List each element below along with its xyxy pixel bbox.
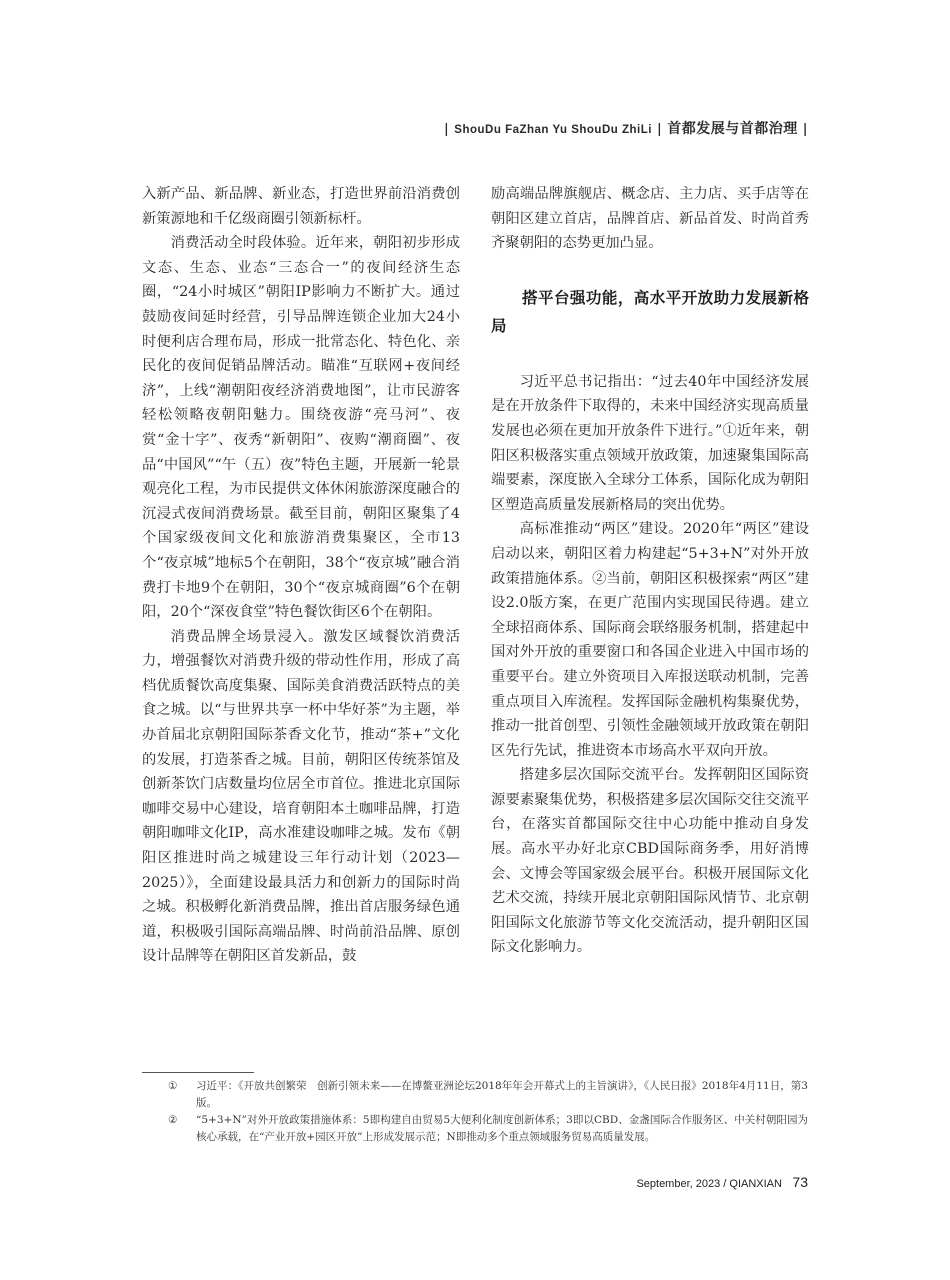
right-column: [491, 182, 809, 960]
header-separator: |: [444, 122, 450, 137]
body-paragraph: 搭建多层次国际交流平台。发挥朝阳区国际资源要素聚集优势，积极搭建多层次国际交往交流平台，在落实首都国际交往中心功能中推动自身发展。高水平办好北京CBD国际商务季，用好消博会、文博会等国家级会展平台。积极开展国际文化艺术交流，持续开展北京朝阳国际风情节、北京朝阳国际文化旅游节等文化交流活动，提升朝阳区国际文化影响力。: [491, 767, 809, 956]
body-paragraph: 励高端品牌旗舰店、概念店、主力店、买手店等在朝阳区建立首店，品牌首店、新品首发、时尚首秀齐聚朝阳的态势更加凸显。: [491, 186, 809, 252]
body-paragraph: 习近平总书记指出：“过去40年中国经济发展是在开放条件下取得的，未来中国经济实现高质量发展也必须在更加开放条件下进行。”①近年来，朝阳区积极落实重点领域开放政策，加速聚集国际高端要素，深度嵌入全球分工体系，国际化成为朝阳区塑造高质量发展新格局的突出优势。: [491, 373, 809, 513]
header-separator: |: [802, 122, 808, 137]
footnote-text: “5+3+N”对外开放政策措施体系：5即构建自由贸易5大便利化制度创新体系；3即以CBD、金盏国际合作服务区、中关村朝阳园为核心承载，在“产业开放+园区开放”上形成发展示范；N即推动多个重点领域服务贸易高质量发展。: [196, 1114, 808, 1143]
page-number: 73: [792, 1174, 808, 1190]
body-paragraph: 消费活动全时段体验。近年来，朝阳初步形成文态、生态、业态“三态合一”的夜间经济生态圈，“24小时城区”朝阳IP影响力不断扩大。通过鼓励夜间延时经营，引导品牌连锁企业加大24小时便利店合理布局，形成一批常态化、特色化、亲民化的夜间促销品牌活动。瞄准“互联网+夜间经济”，上线“潮朝阳夜经济消费地图”，让市民游客轻松领略夜朝阳魅力。围绕夜游“亮马河”、夜赏“金十字”、夜秀“新朝阳”、夜购“潮商圈”、夜品“中国风”“午（五）夜”特色主题，开展新一轮景观亮化工程，为市民提供文体休闲旅游深度融合的沉浸式夜间消费场景。截至目前，朝阳区聚集了4个国家级夜间文化和旅游消费集聚区，全市13个“夜京城”地标5个在朝阳，38个“夜京城”融合消费打卡地9个在朝阳，30个“夜京城商圈”6个在朝阳，20个“深夜食堂”特色餐饮街区6个在朝阳。: [142, 235, 460, 621]
section-heading: 搭平台强功能，高水平开放助力发展新格局: [491, 288, 809, 335]
header-separator: |: [656, 122, 663, 137]
left-column: [142, 182, 460, 969]
body-paragraph: 消费品牌全场景浸入。激发区域餐饮消费活力，增强餐饮对消费升级的带动性作用，形成了高档优质餐饮高度集聚、国际美食消费活跃特点的美食之城。以“与世界共享一杯中华好茶”为主题，举办首届北京朝阳国际茶香文化节，推动“茶+”文化的发展，打造茶香之城。目前，朝阳区传统茶馆及创新茶饮门店数量均位居全市首位。推进北京国际咖啡交易中心建设，培育朝阳本土咖啡品牌，打造朝阳咖啡文化IP，高水准建设咖啡之城。发布《朝阳区推进时尚之城建设三年行动计划（2023—2025）》，全面建设最具活力和创新力的国际时尚之城。积极孵化新消费品牌，推出首店服务绿色通道，积极吸引国际高端品牌、时尚前沿品牌、原创设计品牌等在朝阳区首发新品，鼓: [142, 628, 460, 965]
header-column-title: 首都发展与首都治理: [667, 121, 798, 137]
footnote-mark: ①: [168, 1080, 178, 1092]
body-paragraph: 入新产品、新品牌、新业态，打造世界前沿消费创新策源地和千亿级商圈引领新标杆。: [142, 186, 460, 227]
body-paragraph: 高标准推动“两区”建设。2020年“两区”建设启动以来，朝阳区着力构建起“5+3+N”对外开放政策措施体系。②当前，朝阳区积极探索“两区”建设2.0版方案，在更广范围内实现国民待遇。建立全球招商体系、国际商会联络服务机制，搭建起中国对外开放的重要窗口和各国企业进入中国市场的重要平台。建立外资项目入库报送联动机制，完善重点项目入库流程。发挥国际金融机构集聚优势，推动一批首创型、引领性金融领域开放政策在朝阳区先行先试，推进资本市场高水平双向开放。: [491, 521, 809, 759]
footnote-divider: [142, 1072, 254, 1073]
footnotes: [168, 1078, 808, 1146]
running-header: [444, 118, 808, 138]
header-pinyin-title: ShouDu FaZhan Yu ShouDu ZhiLi: [454, 124, 652, 136]
footnote: [168, 1078, 808, 1111]
footnote-mark: ②: [168, 1114, 178, 1126]
footnote: [168, 1112, 808, 1145]
page-footer: [636, 1174, 808, 1192]
footnote-text: 习近平：《开放共创繁荣 创新引领未来——在博鳌亚洲论坛2018年年会开幕式上的主旨演讲》，《人民日报》2018年4月11日，第3版。: [196, 1080, 808, 1109]
issue-info: September, 2023 / QIANXIAN: [636, 1178, 782, 1190]
